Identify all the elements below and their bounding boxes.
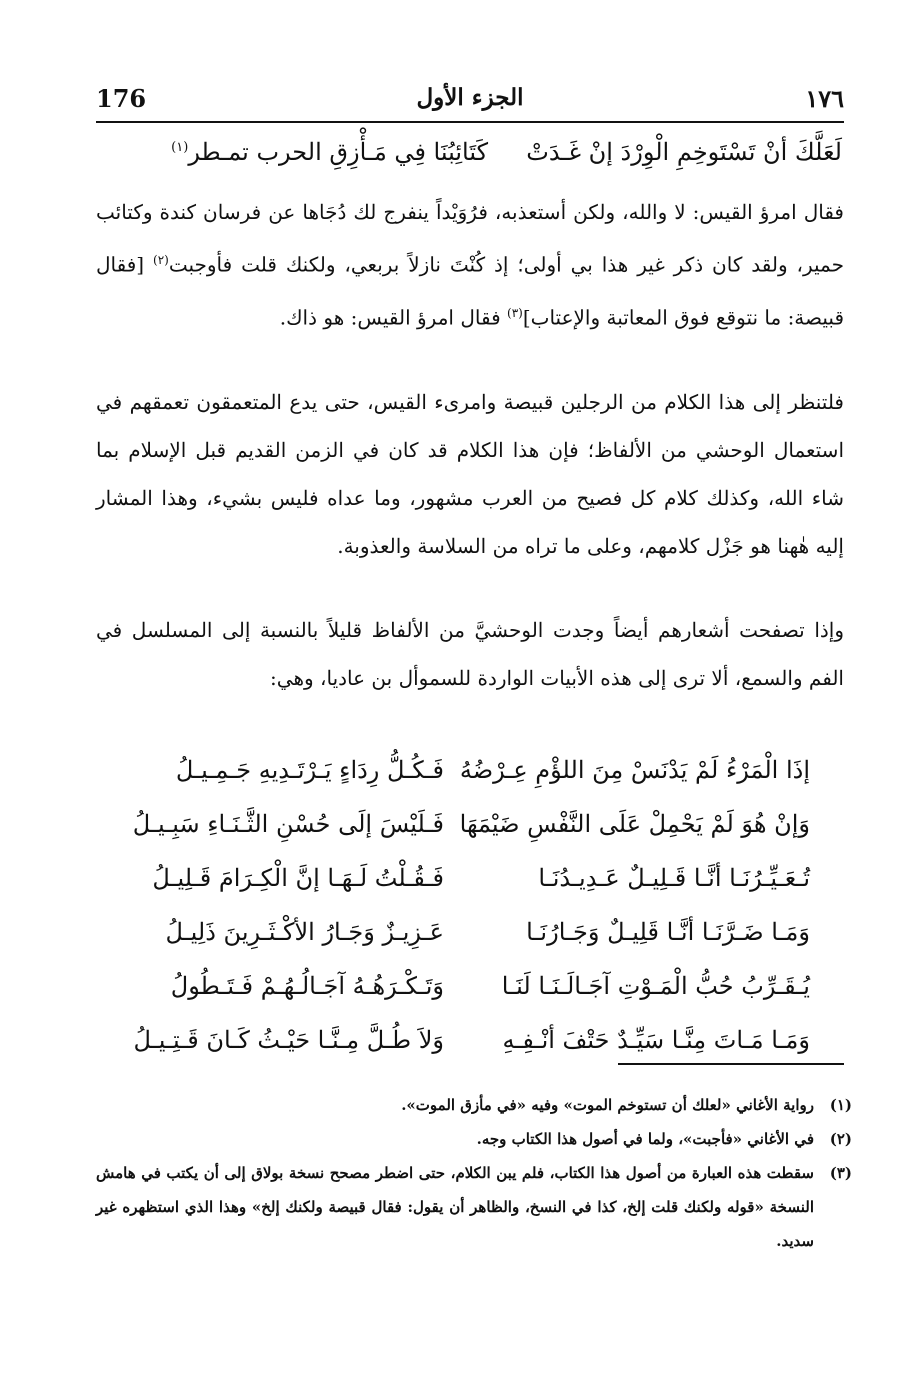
footnote [96,1122,852,1156]
footnote-text: سقطت هذه العبارة من أصول هذا الكتاب، فلم يبن الكلام، حتى اضطر مصحح نسخة بولاق إلى أن يكتب في هامش النسخة «قوله ولكنك قلت إلخ، كذا في النسخ، والظاهر أن يقول: فقال قبيصة ولكنك إلخ» وهذا الذي استظهره غير سديد. [96,1164,814,1250]
footnote-number: (٣) [829,1164,852,1182]
paragraph-1-part-c: فقال امرؤ القيس: هو ذاك. [279,305,507,330]
top-verse-second-hemistich [148,138,488,182]
poem-line [96,910,844,964]
footnote-mark-3: (٣) [507,305,523,320]
page-header [96,80,844,120]
page-number-arabic: ١٧٦ [805,84,844,113]
poem-second-hemistich: فَـقُـلْتُ لَـهَـا إنَّ الْكِـرَامَ قَـلِيـلُ [152,864,444,892]
poem-line [96,856,844,910]
paragraph-1 [96,188,844,341]
poem-second-hemistich: فَـكُـلُّ رِدَاءٍ يَـرْتَـدِيهِ جَـمِـيـلُ [175,756,444,784]
running-title: الجزء الأول [416,84,524,111]
poem-line [96,964,844,1018]
poem-line [96,748,844,802]
page-number-latin: 176 [96,84,147,113]
poem [96,748,844,1072]
poem-first-hemistich: تُـعَـيِّـرُنَـا أنَّـا قَـلِيـلٌ عَـدِيـدُنَـا [538,864,810,892]
poem-first-hemistich: يُـقَـرِّبُ حُبُّ الْمَـوْتِ آجَـالَـنَـا لَنَـا [501,972,810,1000]
footnote-number: (١) [829,1096,852,1114]
footnote-separator [618,1063,844,1065]
top-verse-first-hemistich: لَعَلَّكَ أنْ تَسْتَوخِمِ الْوِرْدَ إنْ غَـدَتْ [526,138,842,166]
paragraph-3: وإذا تصفحت أشعارهم أيضاً وجدت الوحشيَّ من الألفاظ قليلاً بالنسبة إلى المسلسل في الفم والسمع، ألا ترى إلى هذه الأبيات الواردة للسموأل بن عاديا، وهي: [96,618,844,690]
poem-second-hemistich: وَلاَ طُـلَّ مِـنَّـا حَيْـثُ كَـانَ قَـتِـيـلُ [133,1026,444,1054]
footnote-number: (٢) [829,1130,852,1148]
poem-second-hemistich: عَـزِيـزٌ وَجَـارُ الأكْـثَـرِينَ ذَلِيـلُ [165,918,444,946]
paragraph-1-part-a: فقال امرؤ القيس: لا والله، ولكن أستعذبه، فرُوَيْداً ينفرج لك دُجَاها عن فرسان كندة وكتائب حمير، ولقد كان ذكر غير هذا بي أولى؛ إذ كُنْتَ نازلاً بربعي، ولكنك قلت فأوجبت [96,200,844,277]
poem-second-hemistich: وَتَـكْـرَهُـهُ آجَـالُـهُـمْ فَـتَـطُولُ [170,972,444,1000]
poem-first-hemistich: وَمَـا ضَـرَّنَـا أنَّـا قَلِيـلٌ وَجَـارُنَـا [526,918,810,946]
poem-second-hemistich: فَـلَيْسَ إلَى حُسْنِ الثَّـنَـاءِ سَبِـيـلُ [132,810,444,838]
footnotes [96,1088,852,1258]
footnote [96,1088,852,1122]
paragraph-2: فلتنظر إلى هذا الكلام من الرجلين قبيصة وامرىء القيس، حتى يدع المتعمقون تعمقهم في استعمال الوحشي من الألفاظ؛ فإن هذا الكلام قد كان في الزمن القديم قبل الإسلام بما شاء الله، وكذلك كلام كل فصيح من العرب مشهور، وما عداه فليس بشيء، وهذا المشار إليه هٰهنا هو جَزْل كلامهم، وعلى ما تراه من السلاسة والعذوبة. [96,390,844,558]
poem-first-hemistich: إذَا الْمَرْءُ لَمْ يَدْنَسْ مِنَ اللؤْمِ عِـرْضُهُ [459,756,810,784]
poem-first-hemistich: وَإنْ هُوَ لَمْ يَحْمِلْ عَلَى النَّفْسِ ضَيْمَهَا [459,810,810,838]
paragraph-1-part-b: [فقال قبيصة: ما نتوقع فوق المعاتبة والإعتاب] [96,252,844,330]
top-verse-second-text: كَتَائِبُنَا فِي مَـأْزِقِ الحرب تمـطر [188,138,488,166]
poem-line [96,802,844,856]
footnote [96,1156,852,1258]
footnote-text: في الأغاني «فأجبت»، ولما في أصول هذا الكتاب وجه. [476,1130,814,1148]
footnote-mark-1: (١) [171,140,189,155]
poem-first-hemistich: وَمَـا مَـاتَ مِنَّـا سَيِّـدٌ حَتْفَ أنْـفِـهِ [502,1026,810,1054]
header-rule [96,121,844,123]
footnote-mark-2: (٢) [153,253,169,267]
footnote-text: رواية الأغاني «لعلك أن تستوخم الموت» وفيه «في مأزق الموت». [401,1096,814,1114]
